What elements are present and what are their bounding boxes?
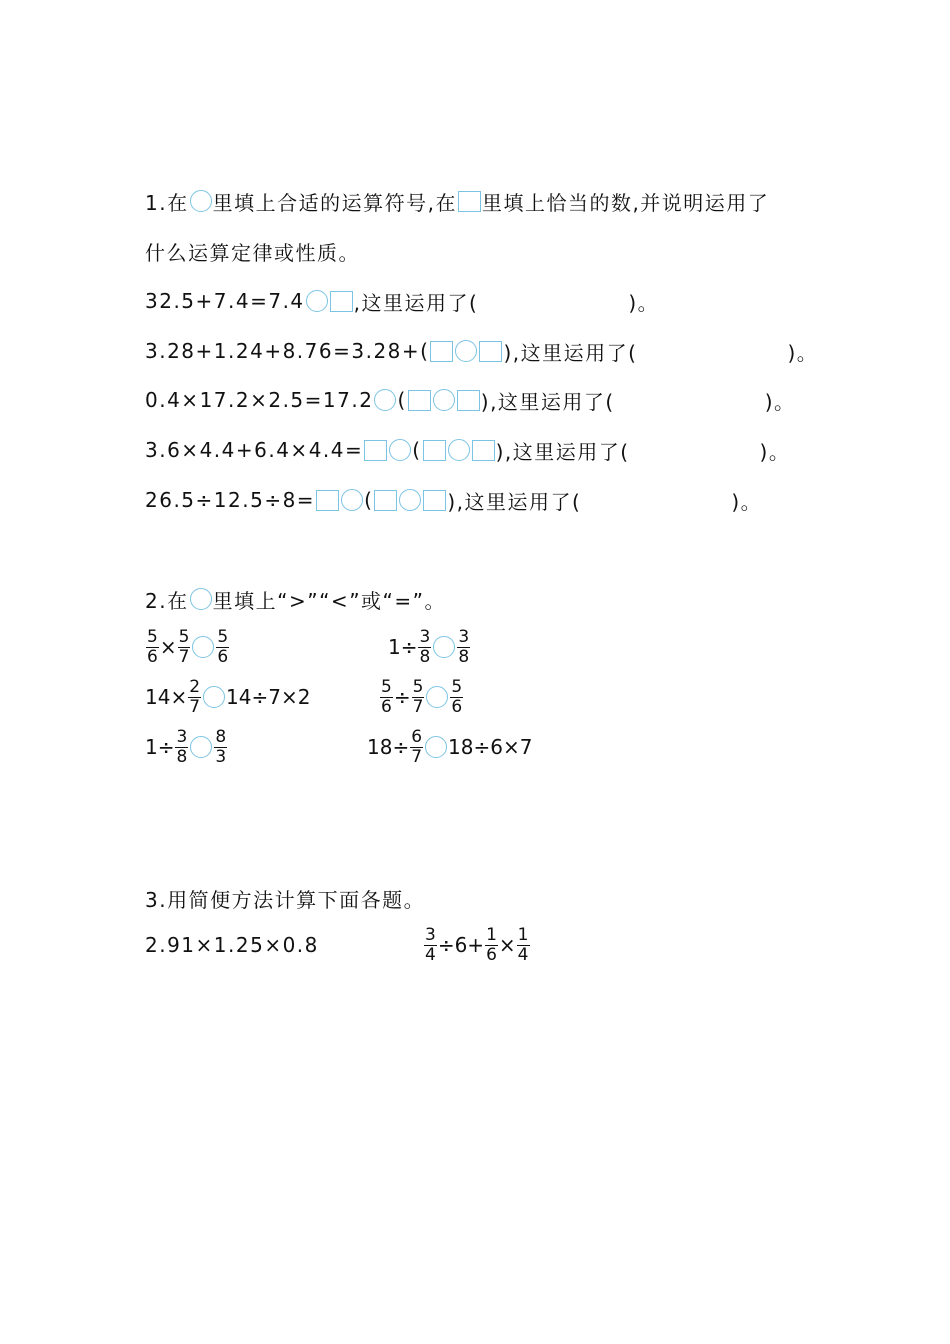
q1-row-3-left: 0.4×17.2×2.5=17.2 (145, 388, 374, 412)
denominator: 6 (486, 944, 497, 965)
q1-row-5-left: 26.5÷12.5÷8= (145, 488, 316, 512)
answer-circle[interactable] (374, 389, 396, 411)
q1-row-2-left: 3.28+1.24+8.76=3.28+( (145, 339, 430, 363)
answer-circle[interactable] (426, 686, 448, 708)
q1-intro-suffix: 里填上恰当的数,并说明运用了 (481, 190, 770, 215)
expression-suffix: 14÷7×2 (226, 685, 311, 709)
fraction (485, 926, 498, 965)
q2-intro-prefix: 2.在 (145, 588, 189, 613)
fraction (424, 926, 437, 965)
fraction (175, 728, 188, 767)
compare-circle-icon (190, 588, 212, 610)
numerator: 3 (425, 924, 436, 945)
q1-intro-line2 (145, 236, 360, 266)
numerator: 5 (451, 676, 463, 697)
answer-box[interactable] (364, 440, 387, 461)
numerator: 5 (217, 626, 229, 647)
answer-circle[interactable] (203, 686, 225, 708)
q1-row-3 (145, 385, 796, 415)
answer-circle[interactable] (425, 736, 447, 758)
q1-row-1 (145, 286, 659, 316)
q1-row-4-right: )。 (759, 439, 791, 464)
answer-box[interactable] (472, 440, 495, 461)
operator: × (498, 933, 516, 957)
answer-circle[interactable] (341, 489, 363, 511)
q1-row-4-left: 3.6×4.4+6.4×4.4= (145, 438, 364, 462)
answer-box[interactable] (330, 291, 353, 312)
answer-box[interactable] (423, 490, 446, 511)
fraction (457, 628, 470, 667)
fraction (418, 628, 431, 667)
q2-item-e (145, 725, 228, 769)
q2-item-d (379, 675, 464, 719)
numerator: 5 (147, 626, 158, 647)
denominator: 8 (176, 746, 188, 767)
q1-row-4 (145, 435, 790, 465)
denominator: 7 (412, 696, 424, 717)
q1-row-5-open-paren: ( (364, 488, 374, 512)
q2-intro-suffix: 里填上“>”“<”或“=”。 (212, 588, 447, 613)
expression-suffix: 18÷6×7 (448, 735, 533, 759)
denominator: 6 (381, 696, 392, 717)
numerator: 5 (381, 676, 392, 697)
answer-circle[interactable] (455, 340, 477, 362)
number-box-icon (458, 191, 481, 212)
q1-intro-prefix: 1.在 (145, 190, 189, 215)
q3-intro-text: 3.用简便方法计算下面各题。 (145, 887, 426, 912)
q1-row-3-right: )。 (764, 389, 796, 414)
q3-expr-2 (423, 923, 531, 967)
q1-row-2-mid: ),这里运用了( (503, 340, 638, 365)
fraction (412, 678, 425, 717)
answer-circle[interactable] (399, 489, 421, 511)
denominator: 6 (451, 696, 463, 717)
denominator: 3 (215, 746, 227, 767)
q2-item-a (145, 625, 230, 669)
q1-row-1-right: )。 (628, 290, 660, 315)
numerator: 6 (411, 726, 423, 747)
numerator: 5 (178, 626, 190, 647)
q2-item-f (367, 725, 532, 769)
operator: ÷ (393, 685, 411, 709)
denominator: 8 (458, 646, 470, 667)
operator-circle-icon (190, 190, 212, 212)
operator: ÷6+ (437, 933, 485, 957)
fraction (450, 678, 463, 717)
denominator: 6 (147, 646, 158, 667)
answer-box[interactable] (479, 341, 502, 362)
q1-row-1-mid: ,这里运用了( (353, 290, 479, 315)
answer-box[interactable] (457, 390, 480, 411)
denominator: 4 (517, 944, 529, 965)
numerator: 3 (419, 626, 431, 647)
numerator: 1 (486, 924, 497, 945)
q3-expr-1-text: 2.91×1.25×0.8 (145, 933, 319, 957)
answer-circle[interactable] (389, 439, 411, 461)
denominator: 7 (411, 746, 423, 767)
q1-row-4-mid: ),这里运用了( (495, 439, 630, 464)
answer-circle[interactable] (306, 290, 328, 312)
expression-prefix: 14× (145, 685, 188, 709)
q1-row-4-open-paren: ( (412, 438, 422, 462)
operator: × (159, 635, 177, 659)
denominator: 6 (217, 646, 229, 667)
numerator: 2 (189, 676, 201, 697)
expression-prefix: 1÷ (145, 735, 175, 759)
q1-row-3-open-paren: ( (397, 388, 407, 412)
answer-circle[interactable] (192, 636, 214, 658)
answer-circle[interactable] (190, 736, 212, 758)
denominator: 7 (178, 646, 190, 667)
expression-prefix: 1÷ (388, 635, 418, 659)
q2-item-c (145, 675, 310, 719)
numerator: 1 (517, 924, 529, 945)
answer-box[interactable] (408, 390, 431, 411)
q1-row-5-right: )。 (731, 489, 763, 514)
numerator: 5 (412, 676, 424, 697)
fraction (380, 678, 393, 717)
answer-box[interactable] (430, 341, 453, 362)
fraction (214, 728, 227, 767)
q1-row-2 (145, 336, 818, 366)
q1-row-2-right: )。 (787, 340, 819, 365)
denominator: 7 (189, 696, 201, 717)
answer-box[interactable] (423, 440, 446, 461)
q2-intro (145, 584, 446, 614)
q1-intro-middle: 里填上合适的运算符号,在 (212, 190, 457, 215)
expression-prefix: 18÷ (367, 735, 410, 759)
denominator: 8 (419, 646, 431, 667)
answer-box[interactable] (374, 490, 397, 511)
q1-row-5-mid: ),这里运用了( (447, 489, 582, 514)
q3-expr-1 (145, 930, 319, 960)
q1-intro-line2-text: 什么运算定律或性质。 (145, 240, 360, 265)
fraction (146, 628, 159, 667)
fraction (216, 628, 229, 667)
fraction (188, 678, 201, 717)
denominator: 4 (425, 944, 436, 965)
fraction (178, 628, 191, 667)
answer-circle[interactable] (433, 389, 455, 411)
answer-circle[interactable] (448, 439, 470, 461)
q1-row-3-mid: ),这里运用了( (480, 389, 615, 414)
q1-row-1-left: 32.5+7.4=7.4 (145, 289, 305, 313)
q1-row-5 (145, 485, 762, 515)
q1-intro-line1 (145, 186, 769, 216)
fraction (410, 728, 423, 767)
q3-intro (145, 883, 425, 913)
numerator: 8 (215, 726, 227, 747)
fraction (517, 926, 530, 965)
q2-item-b (388, 625, 471, 669)
numerator: 3 (458, 626, 470, 647)
answer-circle[interactable] (433, 636, 455, 658)
numerator: 3 (176, 726, 188, 747)
answer-box[interactable] (316, 490, 339, 511)
